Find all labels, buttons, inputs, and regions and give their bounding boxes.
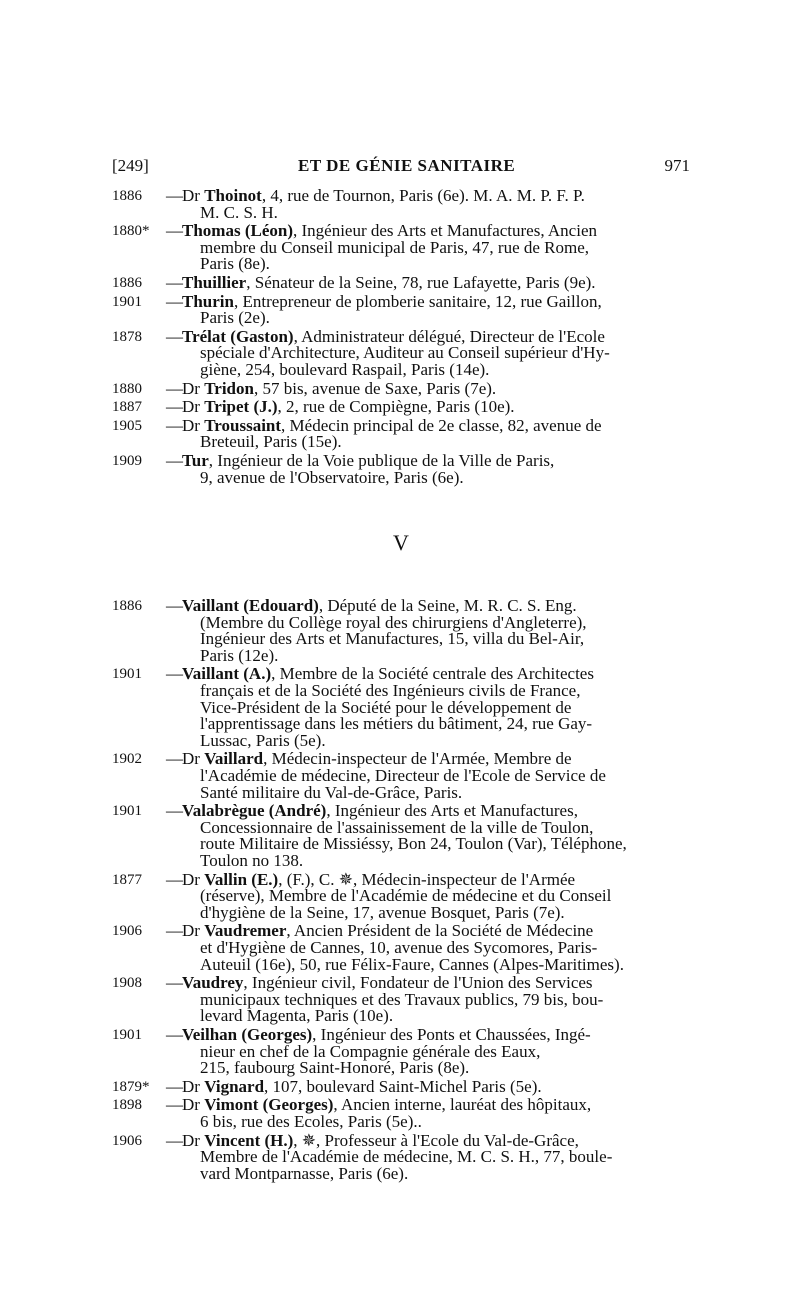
entry-title-prefix: Dr (182, 1130, 205, 1150)
entry-text: , Sénateur de la Seine, 78, rue Lafayette, Paris (9e). (246, 272, 596, 292)
entry-year: 1880* (112, 223, 150, 240)
entry-body (182, 1024, 690, 1078)
entry-line (182, 359, 690, 379)
entry-line (182, 1076, 690, 1096)
entry-text: , Ingénieur des Ponts et Chaussées, Ingé- (312, 1024, 591, 1044)
entry-name: Vallin (E.) (204, 869, 279, 889)
entry-text: 215, faubourg Saint-Honoré, Paris (8e). (200, 1058, 470, 1078)
entry-line (182, 256, 690, 273)
entry-text: vard Montparnasse, Paris (6e). (200, 1163, 409, 1183)
page-number: 971 (664, 156, 690, 175)
entry-text: , ✵, Professeur à l'Ecole du Val-de-Grâce, (293, 1130, 579, 1150)
entry-title-prefix: Dr (182, 921, 205, 941)
entry-text: , Médecin principal de 2e classe, 82, avenue de (281, 415, 602, 435)
entry-body (182, 188, 690, 221)
entry-body (182, 1130, 690, 1183)
entry-year: 1905 (112, 417, 142, 434)
directory-entry (112, 399, 690, 416)
entry-title-prefix: Dr (182, 186, 205, 205)
entry-dash: — (166, 397, 183, 417)
entry-body (182, 223, 690, 273)
entry-text: , Ingénieur civil, Fondateur de l'Union des Services (243, 973, 593, 993)
entry-text: (réserve), Membre de l'Académie de médecine et du Conseil (200, 886, 612, 906)
entry-text: , 107, boulevard Saint-Michel Paris (5e). (264, 1076, 542, 1096)
entry-body (182, 923, 690, 973)
entry-year: 1898 (112, 1097, 142, 1114)
entry-title-prefix: Dr (182, 415, 205, 435)
directory-entry (112, 450, 690, 487)
directory-entry (112, 1097, 690, 1130)
entry-line (182, 853, 690, 870)
entry-year: 1880 (112, 380, 142, 397)
entry-year: 1902 (112, 751, 142, 768)
entry-text: l'apprentissage dans les métiers du bâtiment, 24, rue Gay- (200, 714, 593, 734)
entry-body (182, 272, 690, 292)
entry-line (182, 434, 690, 451)
entry-name: Thuillier (182, 272, 247, 292)
entry-year: 1878 (112, 328, 142, 345)
entry-text: route Militaire de Missiéssy, Bon 24, Toulon (Var), Téléphone, (200, 834, 627, 854)
entry-text: , Ancien interne, lauréat des hôpitaux, (333, 1095, 592, 1115)
entry-line (182, 902, 690, 922)
section-v-entries (112, 598, 690, 1182)
directory-entry (112, 291, 690, 328)
entry-name: Tur (182, 450, 209, 470)
entry-body (182, 450, 690, 487)
entry-title-prefix: Dr (182, 1095, 205, 1115)
entry-dash: — (166, 1076, 183, 1096)
directory-entry (112, 975, 690, 1025)
directory-entry (112, 415, 690, 452)
entry-name: Thomas (Léon) (182, 221, 293, 241)
running-title: ET DE GÉNIE SANITAIRE (298, 156, 516, 175)
entry-text: , Député de la Seine, M. R. C. S. Eng. (318, 596, 577, 616)
entry-text: Concessionnaire de l'assainissement de la ville de Toulon, (200, 817, 594, 837)
entry-dash: — (166, 596, 183, 616)
entry-body (182, 751, 690, 801)
entry-year: 1906 (112, 1132, 142, 1149)
entry-name: Vaillard (204, 749, 264, 769)
entry-name: Thoinot (204, 186, 262, 205)
entry-year: 1901 (112, 293, 142, 310)
entry-name: Tripet (J.) (204, 397, 278, 417)
entry-text: 9, avenue de l'Observatoire, Paris (6e). (200, 467, 464, 487)
entry-year: 1886 (112, 274, 142, 291)
directory-entry (112, 188, 690, 221)
entry-text: , 2, rue de Compiègne, Paris (10e). (277, 397, 515, 417)
entry-dash: — (166, 973, 183, 993)
entry-text: municipaux techniques et des Travaux publics, 79 bis, bou- (200, 989, 604, 1009)
entry-line (182, 310, 690, 327)
entry-dash: — (166, 326, 183, 346)
entry-year: 1906 (112, 923, 142, 940)
entry-line (182, 1111, 690, 1131)
entry-body (182, 399, 690, 416)
entry-line (182, 782, 690, 802)
entry-name: Tridon (204, 378, 254, 398)
entry-dash: — (166, 272, 183, 292)
entry-text: Paris (12e). (200, 645, 279, 665)
entry-text: M. C. S. H. (200, 202, 278, 222)
entry-name: Troussaint (204, 415, 282, 435)
directory-entry (112, 598, 690, 664)
entry-name: Vincent (H.) (204, 1130, 294, 1150)
entry-year: 1887 (112, 399, 142, 416)
entry-body (182, 415, 690, 452)
page-header (112, 156, 690, 184)
entry-title-prefix: Dr (182, 749, 205, 769)
entry-text: , Médecin-inspecteur de l'Armée, Membre de (263, 749, 572, 769)
entry-text: , 57 bis, avenue de Saxe, Paris (7e). (253, 378, 497, 398)
entry-year: 1909 (112, 452, 142, 469)
entry-line (182, 730, 690, 750)
directory-entry (112, 1130, 690, 1183)
entry-line (182, 1163, 690, 1183)
entry-dash: — (166, 1095, 183, 1115)
entry-text: et d'Hygiène de Cannes, 10, avenue des Sycomores, Paris- (200, 937, 598, 957)
entry-text: , Entrepreneur de plomberie sanitaire, 12, rue Gaillon, (233, 291, 602, 311)
entry-text: , Membre de la Société centrale des Architectes (271, 664, 594, 684)
entry-text: Membre de l'Académie de médecine, M. C. S. H., 77, boule- (200, 1147, 613, 1167)
directory-entry (112, 1024, 690, 1078)
entry-text: , 4, rue de Tournon, Paris (6e). M. A. M. P. F. P. (261, 186, 585, 205)
entry-dash: — (166, 221, 183, 241)
entry-name: Veilhan (Georges) (182, 1024, 313, 1044)
entry-text: (Membre du Collège royal des chirurgiens d'Angleterre), (200, 612, 587, 632)
entry-line (182, 954, 690, 974)
entry-text: giène, 254, boulevard Raspail, Paris (14e). (200, 359, 490, 379)
entry-text: Santé militaire du Val-de-Grâce, Paris. (200, 782, 463, 802)
entry-body (182, 326, 690, 379)
entry-body (182, 666, 690, 749)
entry-name: Vignard (204, 1076, 265, 1096)
entry-name: Thurin (182, 291, 234, 311)
entry-dash: — (166, 186, 183, 205)
section-t-entries (112, 188, 690, 486)
entry-year: 1908 (112, 975, 142, 992)
entry-line (182, 645, 690, 665)
directory-entry (112, 751, 690, 801)
entry-year: 1901 (112, 803, 142, 820)
directory-entry (112, 803, 690, 869)
entry-text: membre du Conseil municipal de Paris, 47, rue de Rome, (200, 237, 590, 257)
entry-body (182, 975, 690, 1025)
entry-dash: — (166, 378, 183, 398)
entry-title-prefix: Dr (182, 1076, 205, 1096)
entry-dash: — (166, 291, 183, 311)
page-folio: [249] (112, 156, 149, 175)
entry-dash: — (166, 450, 183, 470)
entry-body (182, 291, 690, 328)
document-page (112, 156, 690, 1184)
entry-name: Vaudrey (182, 973, 244, 993)
entry-text: , Ingénieur de la Voie publique de la Ville de Paris, (208, 450, 555, 470)
entry-dash: — (166, 415, 183, 435)
entry-text: Paris (8e). (200, 254, 270, 274)
directory-entry (112, 378, 690, 398)
directory-entry (112, 223, 690, 273)
entry-dash: — (166, 749, 183, 769)
entry-text: l'Académie de médecine, Directeur de l'Ecole de Service de (200, 766, 606, 786)
entry-year: 1877 (112, 871, 142, 888)
entry-text: , Ingénieur des Arts et Manufactures, (326, 801, 578, 821)
entry-dash: — (166, 801, 183, 821)
entry-text: Toulon no 138. (200, 851, 304, 870)
entry-year: 1886 (112, 188, 142, 204)
entry-text: Vice-Président de la Société pour le développement de (200, 697, 572, 717)
entry-text: , (F.), C. ✵, Médecin-inspecteur de l'Armée (278, 869, 576, 889)
entry-dash: — (166, 921, 183, 941)
entry-body (182, 1076, 690, 1096)
entry-year: 1901 (112, 1026, 142, 1043)
entry-dash: — (166, 664, 183, 684)
entry-text: Lussac, Paris (5e). (200, 730, 326, 750)
entry-line (182, 1008, 690, 1025)
entry-title-prefix: Dr (182, 378, 205, 398)
directory-entry (112, 666, 690, 749)
directory-entry (112, 272, 690, 292)
entry-text: d'hygiène de la Seine, 17, avenue Bosquet, Paris (7e). (200, 902, 565, 922)
entry-name: Trélat (Gaston) (182, 326, 294, 346)
entry-name: Vimont (Georges) (204, 1095, 334, 1115)
entry-line (182, 378, 690, 398)
entry-text: spéciale d'Architecture, Auditeur au Conseil supérieur d'Hy- (200, 343, 610, 363)
entry-line (182, 1060, 690, 1077)
directory-entry (112, 1076, 690, 1096)
entry-title-prefix: Dr (182, 869, 205, 889)
entry-year: 1901 (112, 666, 142, 683)
entry-line (182, 399, 690, 416)
directory-entry (112, 326, 690, 379)
entry-text: , Ingénieur des Arts et Manufactures, Ancien (292, 221, 598, 241)
entry-name: Valabrègue (André) (182, 801, 327, 821)
entry-body (182, 598, 690, 664)
entry-body (182, 803, 690, 869)
entry-text: Ingénieur des Arts et Manufactures, 15, villa du Bel-Air, (200, 629, 585, 649)
entry-line (182, 272, 690, 292)
entry-text: 6 bis, rue des Ecoles, Paris (5e).. (200, 1111, 422, 1131)
entry-year: 1879* (112, 1078, 150, 1095)
entry-text: français et de la Société des Ingénieurs civils de France, (200, 681, 581, 701)
entry-text: Paris (2e). (200, 308, 270, 328)
entry-name: Vaillant (Edouard) (182, 596, 319, 616)
directory-entry (112, 923, 690, 973)
entry-text: levard Magenta, Paris (10e). (200, 1006, 394, 1026)
entry-name: Vaudremer (204, 921, 287, 941)
entry-line (182, 202, 690, 222)
entry-dash: — (166, 1130, 183, 1150)
entry-line (182, 467, 690, 487)
entry-dash: — (166, 869, 183, 889)
entry-body (182, 378, 690, 398)
entry-year: 1886 (112, 598, 142, 615)
entry-body (182, 869, 690, 922)
entry-body (182, 1097, 690, 1130)
entry-text: Breteuil, Paris (15e). (200, 432, 342, 452)
entry-name: Vaillant (A.) (182, 664, 272, 684)
entry-text: , Ancien Président de la Société de Médecine (286, 921, 594, 941)
directory-entry (112, 869, 690, 922)
entry-dash: — (166, 1024, 183, 1044)
entry-text: Auteuil (16e), 50, rue Félix-Faure, Cannes (Alpes-Maritimes). (200, 954, 624, 974)
section-letter: V (393, 530, 409, 556)
entry-text: nieur en chef de la Compagnie générale des Eaux, (200, 1041, 541, 1061)
entry-text: , Administrateur délégué, Directeur de l'Ecole (293, 326, 605, 346)
entry-title-prefix: Dr (182, 397, 205, 417)
